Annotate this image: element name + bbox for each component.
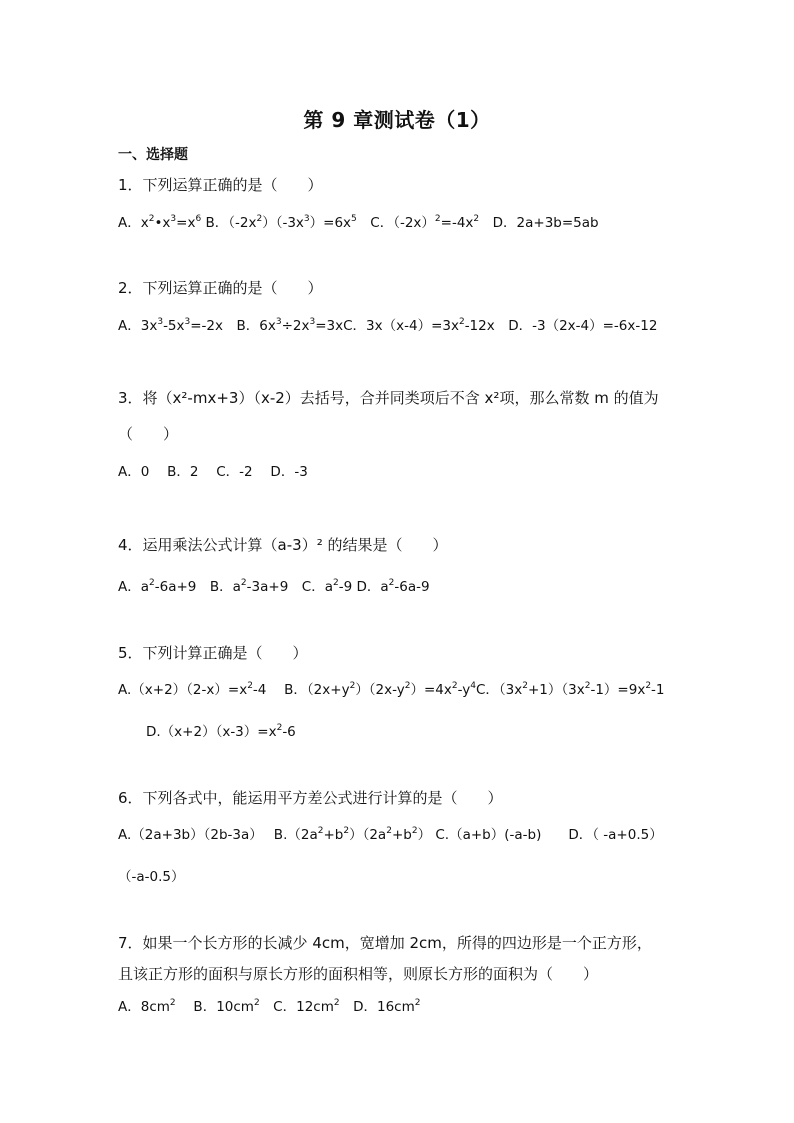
question-2-stem: 2．下列运算正确的是（ ） (118, 279, 323, 297)
question-4-stem: 4．运用乘法公式计算（a-3）² 的结果是（ ） (118, 536, 448, 554)
page-title: 第 9 章测试卷（1） (303, 108, 491, 132)
question-6-options-line-2: （-a-0.5） (118, 869, 185, 885)
question-3-stem-line-1: 3．将（x²-mx+3）（x-2）去括号，合并同类项后不含 x²项，那么常数 m 的值为 (118, 389, 659, 407)
question-5-options-line-1: $A.(x+2)(2-x)=x^2-4$ B．$(2x+y^2)(2x-y^2)=4x^2-y^4C$．$(3x^2+1)(3x^2-1)=9x^2-1$ (118, 681, 665, 698)
question-5-stem: 5．下列计算正确是（ ） (118, 644, 308, 662)
question-7-options: A．$8cm^2$ B．$10cm^2$ C．$12cm^2$ D．$16cm^2$ (118, 998, 421, 1015)
question-1-options: A．$x^2•x^3=x^6$ B．$(-2x^2)(-3x^3)=6x^5$ C．$(-2x)^2=-4x^2$ D．2a+3b=5ab (118, 214, 599, 231)
question-2-options: A．$3x^3-5x^3=-2x$ B．$6x^3\div 2x^3=3xC$．$3x(x-4)=3x^2-12x$ D．-3（2x-4）=-6x-12 (118, 317, 658, 334)
question-6-stem: 6．下列各式中，能运用平方差公式进行计算的是（ ） (118, 789, 503, 807)
question-7-stem-line-2: 且该正方形的面积与原长方形的面积相等，则原长方形的面积为（ ） (118, 965, 599, 983)
section-heading: 一、选择题 (118, 147, 188, 163)
question-4-options: A．$a^2-6a+9$ B．$a^2-3a+9$ C．$a^2-9$ D．$a^2-6a-9$ (118, 578, 430, 595)
question-3-options: A．0 B．2 C．-2 D．-3 (118, 464, 308, 480)
question-5-options-line-2: $D.(x+2)(x-3)=x^2-6$ (146, 723, 296, 740)
question-6-options-line-1: A.（2a+3b）（2b-3a） $B.(2a^2+b^2)(2a^2+b^2)$ C.（a+b）(-a-b) D．（ -a+0.5） (118, 826, 663, 843)
question-1-stem: 1．下列运算正确的是（ ） (118, 176, 323, 194)
question-3-stem-line-2: （ ） (118, 425, 179, 443)
question-7-stem-line-1: 7．如果一个长方形的长减少 4cm，宽增加 2cm，所得的四边形是一个正方形， (118, 934, 652, 952)
